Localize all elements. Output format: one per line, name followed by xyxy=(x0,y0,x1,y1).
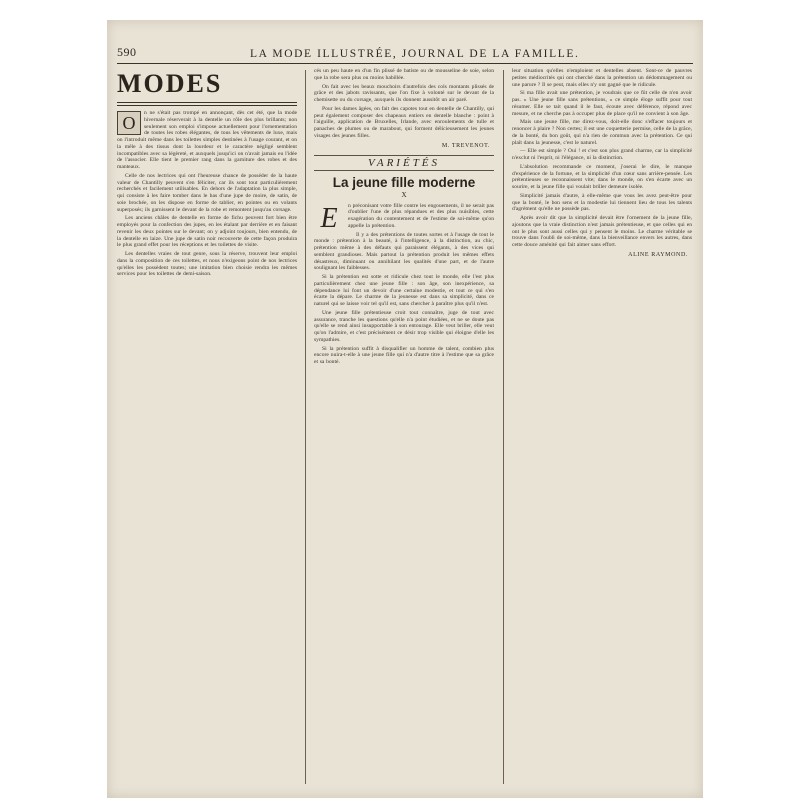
journal-page xyxy=(107,20,703,798)
article-title: La jeune fille moderne xyxy=(332,174,476,190)
article-paragraph: Simplicité jamais d'autre, à elle-même que vous les avez peut-être pour que la bonté, le bon sens et la modestie lui tiennent lieu de tous les talents d'agrément qu'elle ne possède pas. xyxy=(512,192,692,213)
modes-signature: M. TREVENOT. xyxy=(441,142,490,149)
modes-paragraph: Les anciens châles de dentelle en forme de fichu peuvent fort bien être employés pour la confection des jupes, en les étalant par derrière et en faisant revenir les deux pointes sur le devant; on y adjoint toujours, bien entendu, de la dentelle en laize. Une jupe de satin noir recouverte de cette façon produira le plus grand effet pour les réceptions et les toilettes de visite. xyxy=(117,215,297,249)
heading-rule xyxy=(117,102,297,106)
modes-paragraph: On fait avec les beaux mouchoirs d'autrefois des cols montants plissés de grâce et des jabots ravissants, que l'on fixe à volonté sur le devant de la chemisette ou du corsage, auxquels ils donnent aussitôt un air paré. xyxy=(314,83,494,103)
column-1 xyxy=(117,68,297,788)
running-header xyxy=(117,38,693,64)
article-paragraph: Si ma fille avait une prétention, je voudrais que ce fût celle de n'en avoir pas. « Une jeune fille sans prétentions, » ce simple éloge suffit pour tout résumer. Elle se tait quand il le faut, écoute avec déférence, répond avec mesure, et ne cherche pas à occuper plus de place qu'il ne convient à son âge. xyxy=(512,90,692,117)
modes-paragraph: Celle de nos lectrices qui ont l'heureuse chance de posséder de la haute valeur de Chantilly peuvent s'en féliciter, car ils sont tout particulièrement recherchés et facilement utilisables. En dehors de l'adaptation la plus simple, qui consiste à les faire tomber dans le bas d'une jupe de moire, de satin, de soie brochée, on les dispose en forme de tablier, en pointes ou en volants superposés; ils garnissent le devant de la robe et remontent jusqu'au corsage. xyxy=(117,172,297,213)
article-paragraph: leur situation qu'elles n'emploient et dentelles absent. Sont-ce de pauvres petites médiocrités qui ont cherché dans la prétention un dédommagement ou une parure ? Il se peut, mais elles n'y ont gagné que le ridicule. xyxy=(512,68,692,88)
modes-paragraph: cés un peu haute en d'un fin plissé de batiste ou de mousseline de soie, selon que la robe sera plus ou moins habillée. xyxy=(314,68,494,81)
column-3 xyxy=(512,68,692,788)
article-paragraph: Une jeune fille prétentieuse croit tout connaître, juge de tout avec assurance, tranche les questions qu'elle n'a point étudiées, et ne se doute pas qu'elle se rend ainsi insupportable à son entourage. Elle veut briller, elle veut qu'on l'admire, et c'est précisément ce désir trop visible qui éloigne d'elle les sympathies. xyxy=(314,309,494,343)
article-paragraph: Mais une jeune fille, me direz-vous, doit-elle donc s'effacer toujours et renoncer à plaire ? Non certes; il est une coquetterie permise, celle de la grâce, de la bonté, du bon goût, qui n'a rien de commun avec la prétention. Ce qui plaît dans la jeunesse, c'est le naturel. xyxy=(512,119,692,146)
article-paragraph: Si la prétention suffit à disqualifier un homme de talent, combien plus encore nuira-t-elle à une jeune fille qui n'a d'autre titre à l'estime que sa grâce et sa bonté. xyxy=(314,345,494,365)
modes-paragraph: Les dentelles vraies de tout genre, sous la réserve, trouvent leur emploi dans la composition de ces toilettes, et nous n'exigeons point de nos lectrices qu'elles les possèdent toutes; une imitation bien choisie rendra les mêmes services pour les toilettes de demi-saison. xyxy=(117,251,297,278)
page-number: 590 xyxy=(117,45,137,59)
article-number: X xyxy=(401,190,407,199)
varietes-rubric: VARIÉTÉS xyxy=(314,155,494,171)
column-separator-1 xyxy=(305,70,306,784)
article-paragraph: n préconisant votre fille contre les engouements, il ne serait pas d'oublier l'une de plus répandues et des plus nuisibles, cette exagération du contentement et de l'estime de soi-même qu'on appelle la prétention. xyxy=(348,202,494,229)
article-paragraph: L'absolution recommande ce moment, j'oserai le dire, le manque d'expérience de la fortune, et la simplicité d'un cœur sans arrière-pensée. Les prétentieuses se reconnaissent vite; dans le monde, on s'en écarte avec un sourire, et la jeune fille qui voulait briller demeure isolée. xyxy=(512,163,692,190)
running-title: LA MODE ILLUSTRÉE, JOURNAL DE LA FAMILLE. xyxy=(250,48,580,60)
modes-paragraph: n ne s'était pas trompé en annonçant, dès cet été, que la mode hivernale réserverait à la dentelle un rôle des plus brillants; non seulement son emploi s'impose actuellement pour l'ornementation de toutes les robes élégantes, de tous les vêtements de luxe, mais on l'introduit même dans les toilettes simples destinées à l'usage courant, et on la mêle à des tissus dont la lourdeur et le caractère négligé semblent incompatibles avec sa légèreté, et auxquels jusqu'ici on n'avait jamais eu l'idée de l'associer. Elle tient le premier rang dans la garniture des robes et des manteaux. xyxy=(117,110,297,170)
article-paragraph: Après avoir dit que la simplicité devait être l'ornement de la jeune fille, ajoutons que la vraie distinction n'est jamais prétentieuse, et que celles qui en ont le plus sont aussi celles qui y pensent le moins. Le charme véritable se trouve dans l'oubli de soi-même, dans la bienveillance envers les autres, dans cette douce aménité qui fait aimer sans effort. xyxy=(512,215,692,248)
column-2 xyxy=(314,68,494,788)
column-separator-2 xyxy=(503,70,504,784)
article-paragraph: Si la prétention est sotte et ridicule chez tout le monde, elle l'est plus particulièrement chez une jeune fille : son âge, son inexpérience, sa dépendance lui font un devoir d'une certaine modestie, et tout ce qui s'en écarte la dépare. Le charme de la jeunesse est dans sa simplicité, dans ce naturel qui se laisse voir tel qu'il est, sans chercher à paraître plus qu'il n'est. xyxy=(314,274,494,307)
modes-heading: MODES xyxy=(117,69,223,98)
modes-paragraph: Pour les dames âgées, on fait des capotes tout en dentelle de Chantilly, qui peut également composer des chapeaux entiers en dentelle blanche : point à l'aiguille, application de Bruxelles, Irlande, avec enroulements de tulle et panaches de plumes ou de marabout, qui forment délicieusement les jeunes visages des jeunes filles. xyxy=(314,105,494,139)
modes-drop-cap: O xyxy=(117,111,141,135)
article-paragraph: Il y a des prétentions de toutes sortes et à l'usage de tout le monde : prétention à la beauté, à l'intelligence, à la distinction, au chic, prétention même à des défauts qui paraissent élégants, à des vices qui semblent grandioses. Mais partout la prétention produit les mêmes effets désastreux, diminuant ou annihilant les qualités d'une part, et de l'autre soulignant les faiblesses. xyxy=(314,231,494,272)
article-signature: ALINE RAYMOND. xyxy=(628,251,688,258)
article-drop-cap: E xyxy=(320,202,338,234)
article-paragraph: — Elle est simple ? Oui ! et c'est son plus grand charme, car la simplicité n'exclut ni l'esprit, ni l'élégance, ni la distinction. xyxy=(512,148,692,161)
